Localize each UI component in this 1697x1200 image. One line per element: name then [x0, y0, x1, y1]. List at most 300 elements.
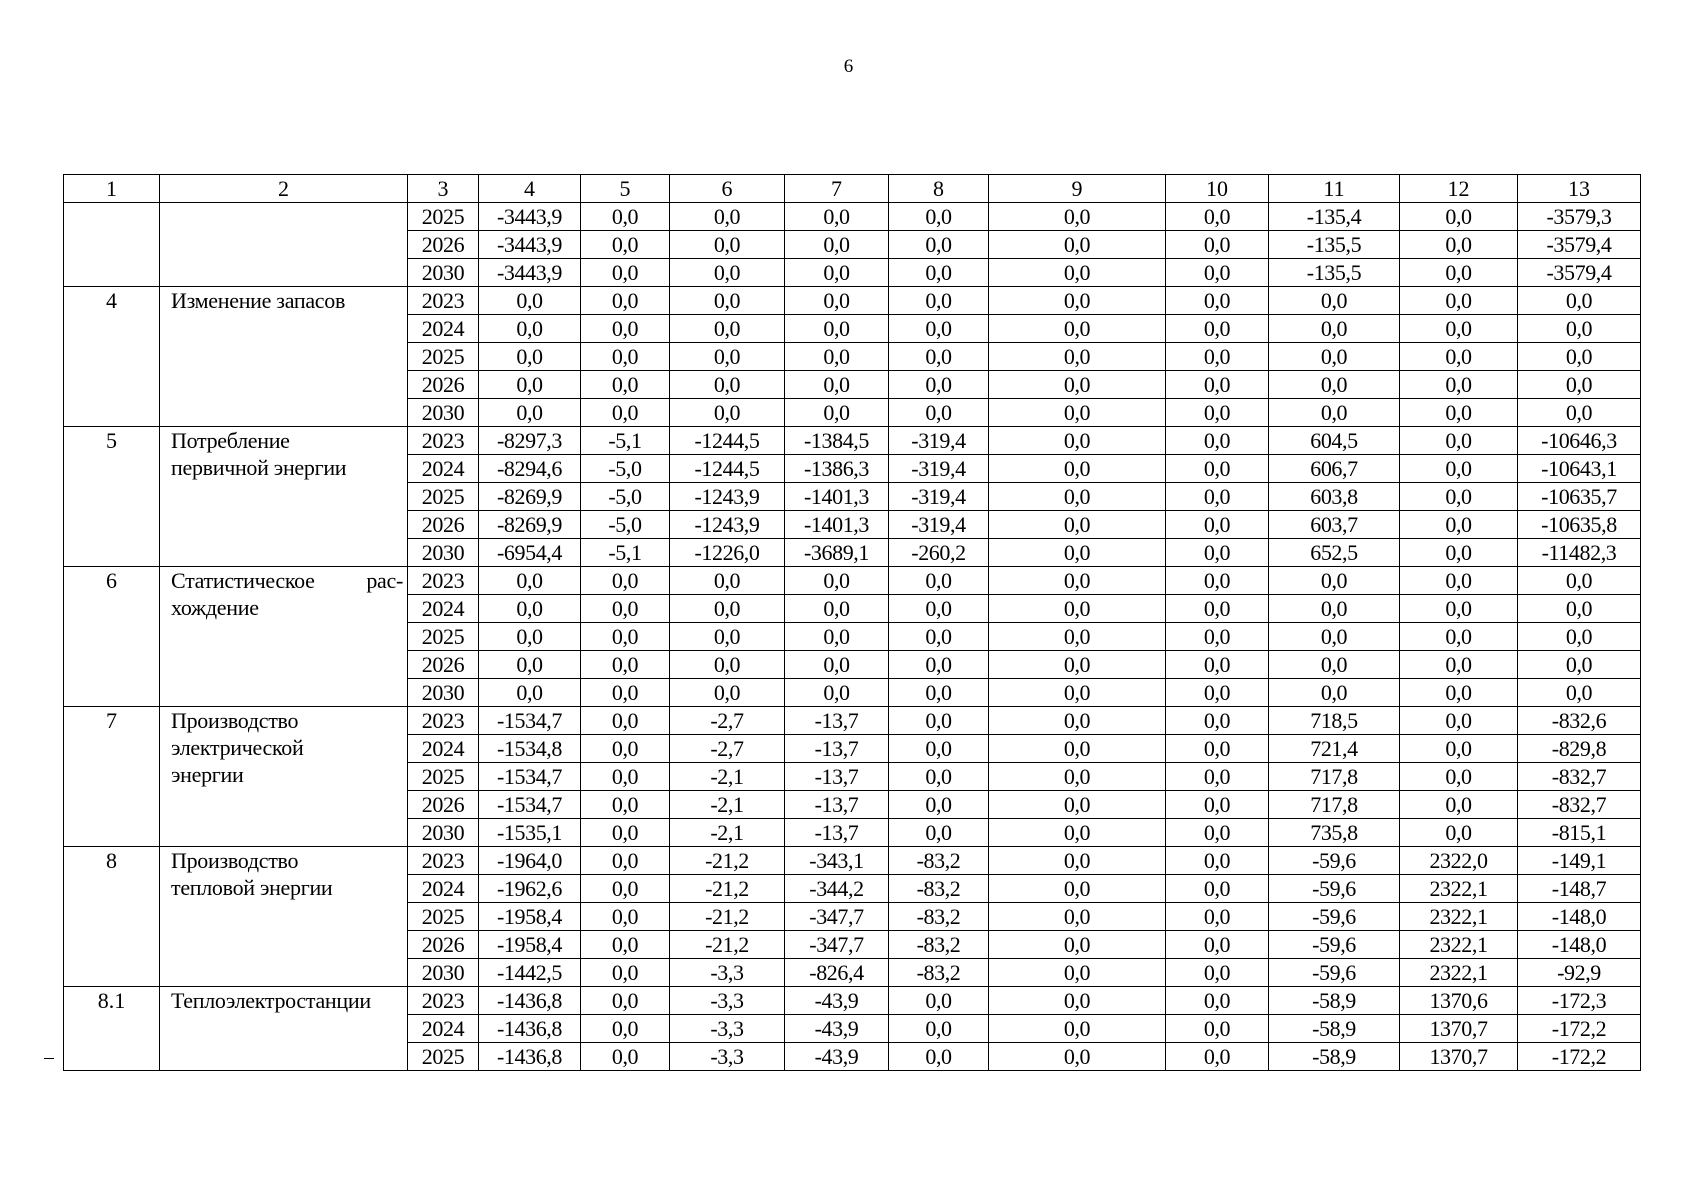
margin-mark — [44, 1058, 54, 1059]
value-cell-col-6: 0,0 — [670, 651, 785, 679]
value-cell-col-12: 1370,7 — [1400, 1015, 1518, 1043]
value-cell-col-10: 0,0 — [1166, 735, 1269, 763]
value-cell-col-11: 0,0 — [1269, 371, 1400, 399]
row-label-line: Производство — [171, 848, 299, 873]
value-cell-col-8: -319,4 — [889, 455, 989, 483]
value-cell-col-7: -13,7 — [785, 763, 889, 791]
value-cell-col-10: 0,0 — [1166, 511, 1269, 539]
value-cell-col-12: 0,0 — [1400, 735, 1518, 763]
value-cell-col-9: 0,0 — [989, 791, 1166, 819]
value-cell-col-7: 0,0 — [785, 623, 889, 651]
row-label-word: Статистическое — [171, 568, 315, 593]
value-cell-col-5: 0,0 — [581, 287, 670, 315]
year-cell: 2023 — [408, 987, 479, 1015]
value-cell-col-12: 2322,0 — [1400, 847, 1518, 875]
value-cell-col-5: -5,1 — [581, 539, 670, 567]
value-cell-col-9: 0,0 — [989, 399, 1166, 427]
value-cell-col-7: 0,0 — [785, 371, 889, 399]
value-cell-col-6: -2,1 — [670, 791, 785, 819]
value-cell-col-10: 0,0 — [1166, 819, 1269, 847]
year-cell: 2024 — [408, 315, 479, 343]
value-cell-col-4: -1958,4 — [479, 903, 581, 931]
value-cell-col-5: 0,0 — [581, 567, 670, 595]
year-cell: 2026 — [408, 511, 479, 539]
value-cell-col-13: -3579,4 — [1518, 259, 1641, 287]
value-cell-col-12: 1370,7 — [1400, 1043, 1518, 1071]
value-cell-col-10: 0,0 — [1166, 763, 1269, 791]
value-cell-col-13: 0,0 — [1518, 595, 1641, 623]
value-cell-col-6: -2,7 — [670, 735, 785, 763]
value-cell-col-7: -43,9 — [785, 1043, 889, 1071]
value-cell-col-7: -344,2 — [785, 875, 889, 903]
value-cell-col-8: 0,0 — [889, 203, 989, 231]
value-cell-col-4: 0,0 — [479, 567, 581, 595]
value-cell-col-4: 0,0 — [479, 595, 581, 623]
value-cell-col-6: 0,0 — [670, 399, 785, 427]
year-cell: 2023 — [408, 847, 479, 875]
year-cell: 2026 — [408, 651, 479, 679]
value-cell-col-11: -58,9 — [1269, 1043, 1400, 1071]
value-cell-col-13: 0,0 — [1518, 371, 1641, 399]
value-cell-col-5: 0,0 — [581, 203, 670, 231]
value-cell-col-9: 0,0 — [989, 343, 1166, 371]
value-cell-col-13: -149,1 — [1518, 847, 1641, 875]
table-body — [64, 203, 1641, 1071]
value-cell-col-11: 721,4 — [1269, 735, 1400, 763]
year-cell: 2025 — [408, 623, 479, 651]
value-cell-col-12: 2322,1 — [1400, 903, 1518, 931]
value-cell-col-10: 0,0 — [1166, 903, 1269, 931]
value-cell-col-10: 0,0 — [1166, 231, 1269, 259]
value-cell-col-4: -1958,4 — [479, 931, 581, 959]
value-cell-col-5: 0,0 — [581, 315, 670, 343]
year-cell: 2030 — [408, 959, 479, 987]
value-cell-col-10: 0,0 — [1166, 847, 1269, 875]
value-cell-col-8: 0,0 — [889, 707, 989, 735]
value-cell-col-6: -2,1 — [670, 763, 785, 791]
value-cell-col-4: 0,0 — [479, 679, 581, 707]
value-cell-col-9: 0,0 — [989, 959, 1166, 987]
value-cell-col-6: 0,0 — [670, 259, 785, 287]
value-cell-col-8: -83,2 — [889, 875, 989, 903]
value-cell-col-6: -2,7 — [670, 707, 785, 735]
value-cell-col-9: 0,0 — [989, 259, 1166, 287]
row-label-line: хождение — [171, 595, 259, 620]
value-cell-col-13: -172,3 — [1518, 987, 1641, 1015]
value-cell-col-5: 0,0 — [581, 735, 670, 763]
value-cell-col-9: 0,0 — [989, 623, 1166, 651]
table-row — [64, 847, 1641, 875]
row-number: 6 — [64, 567, 160, 707]
value-cell-col-9: 0,0 — [989, 763, 1166, 791]
value-cell-col-11: 603,7 — [1269, 511, 1400, 539]
page-number: 6 — [843, 56, 854, 77]
value-cell-col-10: 0,0 — [1166, 679, 1269, 707]
value-cell-col-4: 0,0 — [479, 371, 581, 399]
value-cell-col-13: -3579,4 — [1518, 231, 1641, 259]
value-cell-col-9: 0,0 — [989, 371, 1166, 399]
value-cell-col-5: 0,0 — [581, 847, 670, 875]
value-cell-col-9: 0,0 — [989, 1015, 1166, 1043]
row-label-line: первичной энергии — [171, 455, 347, 480]
value-cell-col-12: 0,0 — [1400, 483, 1518, 511]
year-cell: 2030 — [408, 399, 479, 427]
value-cell-col-13: -829,8 — [1518, 735, 1641, 763]
value-cell-col-4: 0,0 — [479, 315, 581, 343]
value-cell-col-5: 0,0 — [581, 1043, 670, 1071]
value-cell-col-4: -3443,9 — [479, 203, 581, 231]
value-cell-col-8: 0,0 — [889, 259, 989, 287]
value-cell-col-5: 0,0 — [581, 959, 670, 987]
year-cell: 2024 — [408, 455, 479, 483]
value-cell-col-8: -83,2 — [889, 903, 989, 931]
table-row — [64, 987, 1641, 1015]
value-cell-col-8: -319,4 — [889, 511, 989, 539]
value-cell-col-11: 717,8 — [1269, 763, 1400, 791]
value-cell-col-4: -1436,8 — [479, 1043, 581, 1071]
value-cell-col-12: 0,0 — [1400, 287, 1518, 315]
value-cell-col-9: 0,0 — [989, 735, 1166, 763]
value-cell-col-5: 0,0 — [581, 931, 670, 959]
column-header-10: 10 — [1166, 175, 1269, 203]
value-cell-col-10: 0,0 — [1166, 1015, 1269, 1043]
value-cell-col-8: 0,0 — [889, 343, 989, 371]
value-cell-col-4: -1436,8 — [479, 987, 581, 1015]
value-cell-col-10: 0,0 — [1166, 371, 1269, 399]
value-cell-col-8: 0,0 — [889, 651, 989, 679]
value-cell-col-9: 0,0 — [989, 483, 1166, 511]
value-cell-col-11: -58,9 — [1269, 987, 1400, 1015]
value-cell-col-7: -3689,1 — [785, 539, 889, 567]
value-cell-col-9: 0,0 — [989, 931, 1166, 959]
value-cell-col-11: 604,5 — [1269, 427, 1400, 455]
row-number: 7 — [64, 707, 160, 847]
value-cell-col-12: 0,0 — [1400, 791, 1518, 819]
value-cell-col-11: 0,0 — [1269, 399, 1400, 427]
value-cell-col-12: 0,0 — [1400, 539, 1518, 567]
row-label-line: Потребление — [171, 428, 290, 453]
value-cell-col-11: 0,0 — [1269, 679, 1400, 707]
value-cell-col-11: -59,6 — [1269, 931, 1400, 959]
value-cell-col-10: 0,0 — [1166, 539, 1269, 567]
column-header-9: 9 — [989, 175, 1166, 203]
row-label — [160, 427, 408, 567]
value-cell-col-4: -3443,9 — [479, 231, 581, 259]
value-cell-col-9: 0,0 — [989, 539, 1166, 567]
value-cell-col-13: -832,7 — [1518, 763, 1641, 791]
value-cell-col-12: 0,0 — [1400, 567, 1518, 595]
value-cell-col-5: -5,0 — [581, 455, 670, 483]
value-cell-col-7: -347,7 — [785, 903, 889, 931]
value-cell-col-10: 0,0 — [1166, 399, 1269, 427]
value-cell-col-6: -1244,5 — [670, 427, 785, 455]
value-cell-col-7: 0,0 — [785, 567, 889, 595]
value-cell-col-8: 0,0 — [889, 1043, 989, 1071]
value-cell-col-11: 0,0 — [1269, 595, 1400, 623]
value-cell-col-10: 0,0 — [1166, 1043, 1269, 1071]
value-cell-col-7: -1384,5 — [785, 427, 889, 455]
value-cell-col-13: 0,0 — [1518, 623, 1641, 651]
value-cell-col-7: 0,0 — [785, 259, 889, 287]
value-cell-col-8: -83,2 — [889, 847, 989, 875]
row-number: 8 — [64, 847, 160, 987]
value-cell-col-12: 0,0 — [1400, 763, 1518, 791]
value-cell-col-10: 0,0 — [1166, 651, 1269, 679]
value-cell-col-7: 0,0 — [785, 343, 889, 371]
value-cell-col-12: 0,0 — [1400, 595, 1518, 623]
value-cell-col-11: -135,5 — [1269, 259, 1400, 287]
value-cell-col-4: -1442,5 — [479, 959, 581, 987]
value-cell-col-6: -3,3 — [670, 987, 785, 1015]
value-cell-col-6: -3,3 — [670, 1015, 785, 1043]
value-cell-col-10: 0,0 — [1166, 259, 1269, 287]
value-cell-col-11: -135,4 — [1269, 203, 1400, 231]
value-cell-col-12: 0,0 — [1400, 707, 1518, 735]
value-cell-col-6: -1243,9 — [670, 483, 785, 511]
value-cell-col-5: 0,0 — [581, 259, 670, 287]
column-header-12: 12 — [1400, 175, 1518, 203]
value-cell-col-8: 0,0 — [889, 399, 989, 427]
column-header-13: 13 — [1518, 175, 1641, 203]
value-cell-col-6: 0,0 — [670, 679, 785, 707]
value-cell-col-9: 0,0 — [989, 315, 1166, 343]
value-cell-col-5: 0,0 — [581, 707, 670, 735]
value-cell-col-11: -59,6 — [1269, 875, 1400, 903]
value-cell-col-13: -11482,3 — [1518, 539, 1641, 567]
value-cell-col-9: 0,0 — [989, 287, 1166, 315]
value-cell-col-7: -13,7 — [785, 819, 889, 847]
value-cell-col-13: 0,0 — [1518, 567, 1641, 595]
value-cell-col-7: 0,0 — [785, 203, 889, 231]
value-cell-col-11: -59,6 — [1269, 903, 1400, 931]
value-cell-col-12: 0,0 — [1400, 819, 1518, 847]
row-label-line: электрической — [171, 735, 304, 760]
value-cell-col-5: 0,0 — [581, 231, 670, 259]
value-cell-col-9: 0,0 — [989, 427, 1166, 455]
table-row — [64, 707, 1641, 735]
value-cell-col-11: -59,6 — [1269, 959, 1400, 987]
value-cell-col-11: 0,0 — [1269, 651, 1400, 679]
value-cell-col-11: 0,0 — [1269, 623, 1400, 651]
value-cell-col-13: -3579,3 — [1518, 203, 1641, 231]
value-cell-col-9: 0,0 — [989, 455, 1166, 483]
energy-balance-table — [63, 174, 1641, 1071]
value-cell-col-12: 0,0 — [1400, 399, 1518, 427]
value-cell-col-12: 0,0 — [1400, 371, 1518, 399]
year-cell: 2023 — [408, 287, 479, 315]
value-cell-col-11: 0,0 — [1269, 343, 1400, 371]
value-cell-col-6: -21,2 — [670, 847, 785, 875]
value-cell-col-5: -5,0 — [581, 483, 670, 511]
value-cell-col-4: 0,0 — [479, 651, 581, 679]
value-cell-col-13: 0,0 — [1518, 287, 1641, 315]
value-cell-col-13: -10635,7 — [1518, 483, 1641, 511]
table-row — [64, 203, 1641, 231]
year-cell: 2026 — [408, 371, 479, 399]
value-cell-col-13: -148,0 — [1518, 931, 1641, 959]
value-cell-col-13: -172,2 — [1518, 1043, 1641, 1071]
value-cell-col-5: 0,0 — [581, 1015, 670, 1043]
column-header-2: 2 — [160, 175, 408, 203]
value-cell-col-10: 0,0 — [1166, 931, 1269, 959]
value-cell-col-8: 0,0 — [889, 623, 989, 651]
value-cell-col-7: 0,0 — [785, 399, 889, 427]
value-cell-col-12: 0,0 — [1400, 427, 1518, 455]
table-row — [64, 427, 1641, 455]
value-cell-col-8: 0,0 — [889, 791, 989, 819]
row-label — [160, 203, 408, 287]
value-cell-col-12: 0,0 — [1400, 259, 1518, 287]
value-cell-col-10: 0,0 — [1166, 287, 1269, 315]
value-cell-col-5: -5,0 — [581, 511, 670, 539]
value-cell-col-5: 0,0 — [581, 679, 670, 707]
value-cell-col-13: 0,0 — [1518, 651, 1641, 679]
value-cell-col-7: -43,9 — [785, 987, 889, 1015]
row-label — [160, 847, 408, 987]
value-cell-col-9: 0,0 — [989, 679, 1166, 707]
value-cell-col-10: 0,0 — [1166, 427, 1269, 455]
value-cell-col-4: -8269,9 — [479, 483, 581, 511]
value-cell-col-4: -3443,9 — [479, 259, 581, 287]
value-cell-col-6: 0,0 — [670, 343, 785, 371]
value-cell-col-12: 0,0 — [1400, 651, 1518, 679]
value-cell-col-6: 0,0 — [670, 371, 785, 399]
value-cell-col-11: 606,7 — [1269, 455, 1400, 483]
value-cell-col-13: 0,0 — [1518, 315, 1641, 343]
value-cell-col-6: 0,0 — [670, 315, 785, 343]
value-cell-col-5: 0,0 — [581, 903, 670, 931]
value-cell-col-5: 0,0 — [581, 623, 670, 651]
value-cell-col-11: -58,9 — [1269, 1015, 1400, 1043]
value-cell-col-7: -1386,3 — [785, 455, 889, 483]
value-cell-col-5: -5,1 — [581, 427, 670, 455]
row-number — [64, 203, 160, 287]
value-cell-col-5: 0,0 — [581, 651, 670, 679]
column-number-row — [64, 175, 1641, 203]
value-cell-col-6: -21,2 — [670, 903, 785, 931]
value-cell-col-13: -148,7 — [1518, 875, 1641, 903]
value-cell-col-13: -832,7 — [1518, 791, 1641, 819]
row-label — [160, 287, 408, 427]
row-label — [160, 707, 408, 847]
value-cell-col-4: 0,0 — [479, 343, 581, 371]
year-cell: 2030 — [408, 539, 479, 567]
value-cell-col-9: 0,0 — [989, 231, 1166, 259]
year-cell: 2023 — [408, 427, 479, 455]
value-cell-col-6: 0,0 — [670, 567, 785, 595]
year-cell: 2025 — [408, 483, 479, 511]
value-cell-col-4: -8297,3 — [479, 427, 581, 455]
row-label-line: Производство — [171, 708, 299, 733]
year-cell: 2026 — [408, 231, 479, 259]
value-cell-col-8: 0,0 — [889, 315, 989, 343]
year-cell: 2030 — [408, 259, 479, 287]
year-cell: 2025 — [408, 343, 479, 371]
value-cell-col-9: 0,0 — [989, 847, 1166, 875]
year-cell: 2025 — [408, 903, 479, 931]
value-cell-col-11: 603,8 — [1269, 483, 1400, 511]
value-cell-col-6: 0,0 — [670, 203, 785, 231]
value-cell-col-8: -83,2 — [889, 959, 989, 987]
row-label — [160, 987, 408, 1071]
row-label-line: Теплоэлектростанции — [171, 988, 371, 1013]
column-header-4: 4 — [479, 175, 581, 203]
value-cell-col-8: 0,0 — [889, 679, 989, 707]
row-number: 5 — [64, 427, 160, 567]
value-cell-col-7: -13,7 — [785, 791, 889, 819]
value-cell-col-6: -1243,9 — [670, 511, 785, 539]
year-cell: 2030 — [408, 679, 479, 707]
value-cell-col-4: -6954,4 — [479, 539, 581, 567]
value-cell-col-13: 0,0 — [1518, 343, 1641, 371]
value-cell-col-9: 0,0 — [989, 651, 1166, 679]
value-cell-col-6: 0,0 — [670, 595, 785, 623]
value-cell-col-6: -1244,5 — [670, 455, 785, 483]
value-cell-col-12: 0,0 — [1400, 203, 1518, 231]
value-cell-col-5: 0,0 — [581, 399, 670, 427]
value-cell-col-8: 0,0 — [889, 763, 989, 791]
value-cell-col-12: 0,0 — [1400, 679, 1518, 707]
value-cell-col-7: -13,7 — [785, 735, 889, 763]
value-cell-col-7: -347,7 — [785, 931, 889, 959]
value-cell-col-7: -43,9 — [785, 1015, 889, 1043]
value-cell-col-7: 0,0 — [785, 595, 889, 623]
value-cell-col-12: 1370,6 — [1400, 987, 1518, 1015]
value-cell-col-11: 735,8 — [1269, 819, 1400, 847]
value-cell-col-5: 0,0 — [581, 819, 670, 847]
value-cell-col-8: 0,0 — [889, 819, 989, 847]
value-cell-col-13: -172,2 — [1518, 1015, 1641, 1043]
value-cell-col-8: 0,0 — [889, 1015, 989, 1043]
column-header-7: 7 — [785, 175, 889, 203]
value-cell-col-4: -1535,1 — [479, 819, 581, 847]
value-cell-col-5: 0,0 — [581, 987, 670, 1015]
row-label-word: рас- — [366, 568, 403, 593]
value-cell-col-12: 0,0 — [1400, 315, 1518, 343]
value-cell-col-13: -832,6 — [1518, 707, 1641, 735]
row-number: 8.1 — [64, 987, 160, 1071]
year-cell: 2025 — [408, 1043, 479, 1071]
value-cell-col-12: 2322,1 — [1400, 959, 1518, 987]
value-cell-col-4: -1534,7 — [479, 707, 581, 735]
value-cell-col-9: 0,0 — [989, 987, 1166, 1015]
value-cell-col-9: 0,0 — [989, 1043, 1166, 1071]
value-cell-col-6: -2,1 — [670, 819, 785, 847]
table-row — [64, 287, 1641, 315]
value-cell-col-4: 0,0 — [479, 623, 581, 651]
value-cell-col-8: 0,0 — [889, 987, 989, 1015]
value-cell-col-5: 0,0 — [581, 595, 670, 623]
value-cell-col-11: 717,8 — [1269, 791, 1400, 819]
column-header-3: 3 — [408, 175, 479, 203]
year-cell: 2025 — [408, 763, 479, 791]
year-cell: 2024 — [408, 595, 479, 623]
value-cell-col-7: 0,0 — [785, 287, 889, 315]
value-cell-col-7: -343,1 — [785, 847, 889, 875]
value-cell-col-12: 0,0 — [1400, 455, 1518, 483]
value-cell-col-5: 0,0 — [581, 791, 670, 819]
value-cell-col-9: 0,0 — [989, 595, 1166, 623]
row-number: 4 — [64, 287, 160, 427]
row-label-line: тепловой энергии — [171, 875, 333, 900]
value-cell-col-13: -148,0 — [1518, 903, 1641, 931]
value-cell-col-10: 0,0 — [1166, 567, 1269, 595]
value-cell-col-13: -10646,3 — [1518, 427, 1641, 455]
column-header-8: 8 — [889, 175, 989, 203]
row-label-line — [171, 567, 403, 594]
value-cell-col-7: 0,0 — [785, 315, 889, 343]
value-cell-col-9: 0,0 — [989, 875, 1166, 903]
